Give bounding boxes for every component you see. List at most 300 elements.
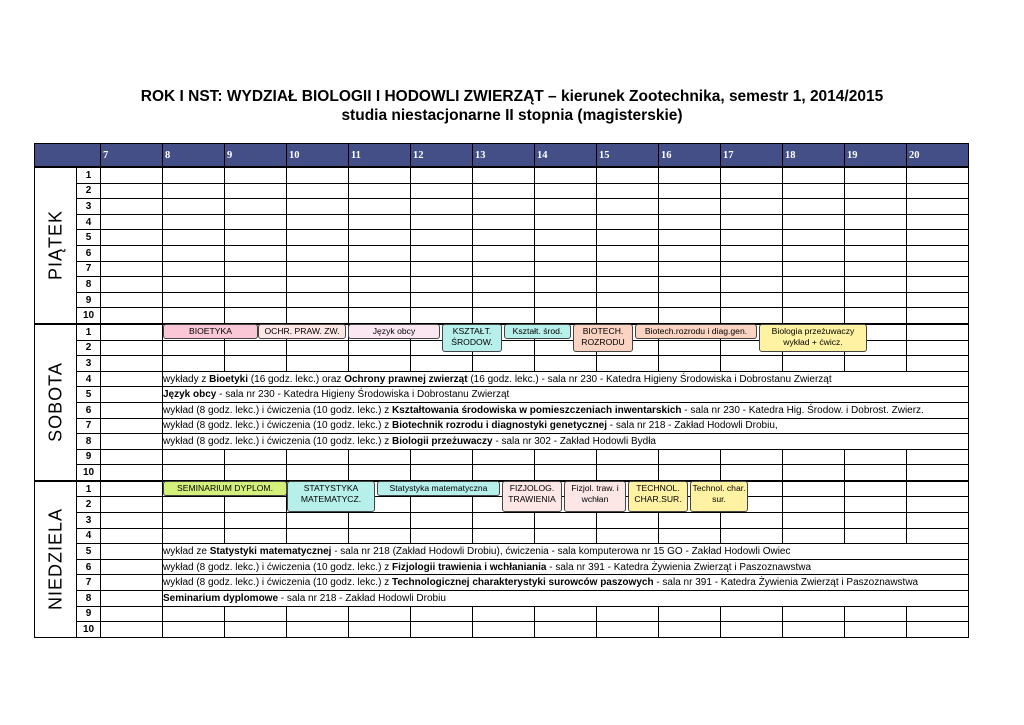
course-note [163,575,969,591]
grid-cell [101,245,163,261]
grid-cell [659,292,721,308]
hour-header-10: 10 [287,144,349,168]
grid-cell [845,292,907,308]
grid-cell [783,292,845,308]
hour-header-9: 9 [225,144,287,168]
grid-cell [163,340,225,356]
grid-cell [225,606,287,622]
grid-cell [907,497,969,513]
grid-cell [535,528,597,544]
grid-cell [783,183,845,199]
course-note [163,371,969,387]
grid-cell [907,622,969,638]
grid-cell [535,245,597,261]
slot-row [35,434,969,450]
grid-cell [473,183,535,199]
course-note [163,402,969,418]
slot-number: 1 [77,481,101,497]
grid-cell [411,183,473,199]
grid-cell [225,513,287,529]
note-text: - sala nr 218 - Zakład Hodowli Drobiu [278,592,446,604]
grid-cell [225,261,287,277]
grid-cell [783,167,845,183]
grid-cell [411,167,473,183]
grid-cell [411,277,473,293]
course-note [163,418,969,434]
grid-cell [287,230,349,246]
slot-number: 8 [77,277,101,293]
grid-cell [535,513,597,529]
grid-cell [783,245,845,261]
grid-cell [597,308,659,324]
grid-cell [597,214,659,230]
grid-cell [659,183,721,199]
grid-cell [535,230,597,246]
grid-cell [783,606,845,622]
course-name: Statystyki matematycznej [209,546,332,558]
course-name: Bioetyki [209,373,249,385]
grid-cell [225,340,287,356]
slot-row [35,167,969,183]
grid-cell [659,230,721,246]
grid-cell [783,230,845,246]
slot-number: 8 [77,434,101,450]
slot-number: 7 [77,261,101,277]
class-block-ochrona: OCHR. PRAW. ZW. [258,324,346,339]
grid-cell [101,434,163,450]
grid-cell [101,183,163,199]
grid-cell [101,340,163,356]
note-text: wykład ze [163,546,210,558]
grid-cell [597,183,659,199]
grid-cell [907,606,969,622]
course-name: Kształtowania środowiska w pomieszczeniach inwentarskich [391,404,682,416]
grid-cell [597,449,659,465]
grid-cell [721,292,783,308]
class-block-seminarium: SEMINARIUM DYPLOM. [163,481,287,496]
course-name: Technologicznej charakterystyki surowców paszowych [391,577,654,589]
slot-number: 9 [77,606,101,622]
grid-cell [783,214,845,230]
hour-header-11: 11 [349,144,411,168]
grid-cell [101,167,163,183]
grid-cell [535,214,597,230]
class-block-stat2: Statystyka matematyczna [377,481,500,496]
course-note [163,591,969,607]
grid-cell [845,497,907,513]
grid-cell [101,622,163,638]
grid-cell [287,465,349,481]
grid-cell [163,308,225,324]
grid-cell [101,481,163,497]
grid-cell [163,356,225,372]
grid-cell [783,513,845,529]
grid-cell [411,214,473,230]
grid-cell [721,356,783,372]
grid-cell [721,622,783,638]
grid-cell [411,199,473,215]
grid-cell [349,308,411,324]
grid-cell [845,245,907,261]
slot-row [35,199,969,215]
grid-cell [473,214,535,230]
grid-cell [535,606,597,622]
slot-row [35,183,969,199]
grid-cell [349,513,411,529]
grid-cell [535,622,597,638]
class-block-technol2: Technol. char. sur. [690,481,748,512]
grid-cell [473,356,535,372]
grid-cell [349,528,411,544]
grid-cell [163,606,225,622]
day-label-cell [35,481,77,637]
grid-cell [163,230,225,246]
grid-cell [473,513,535,529]
course-name: Biologii przeżuwaczy [391,435,493,447]
grid-cell [907,356,969,372]
grid-cell [225,356,287,372]
class-block-jezyk: Język obcy [348,324,440,339]
slot-row [35,245,969,261]
grid-cell [721,245,783,261]
grid-cell [287,261,349,277]
grid-cell [845,356,907,372]
grid-cell [349,465,411,481]
grid-cell [411,261,473,277]
grid-cell [845,230,907,246]
grid-cell [225,277,287,293]
grid-cell [101,199,163,215]
page-subtitle: studia niestacjonarne II stopnia (magisterskie) [341,107,683,124]
class-block-technol1: TECHNOL. CHAR.SUR. [628,481,688,512]
grid-cell [473,606,535,622]
grid-cell [349,356,411,372]
grid-cell [783,528,845,544]
slot-number: 9 [77,449,101,465]
slot-row [35,559,969,575]
grid-cell [225,292,287,308]
grid-cell [163,245,225,261]
grid-cell [907,214,969,230]
grid-cell [225,622,287,638]
grid-cell [845,183,907,199]
grid-cell [163,277,225,293]
grid-cell [907,199,969,215]
grid-cell [473,230,535,246]
grid-cell [287,513,349,529]
grid-cell [907,245,969,261]
grid-cell [349,340,411,356]
grid-cell [287,528,349,544]
grid-cell [845,622,907,638]
grid-cell [473,465,535,481]
grid-cell [907,513,969,529]
grid-cell [101,606,163,622]
slot-number: 1 [77,324,101,340]
note-text: wykład (8 godz. lekc.) i ćwiczenia (10 godz. lekc.) z [163,561,392,573]
grid-cell [535,199,597,215]
note-text: wykład (8 godz. lekc.) i ćwiczenia (10 godz. lekc.) z [163,577,392,589]
hour-header-19: 19 [845,144,907,168]
grid-cell [163,183,225,199]
grid-cell [907,340,969,356]
note-text: wykład (8 godz. lekc.) i ćwiczenia (10 godz. lekc.) z [163,435,392,447]
grid-cell [535,308,597,324]
slot-row [35,465,969,481]
class-block-biotech2: Biotech.rozrodu i diag.gen. [635,324,757,339]
grid-cell [411,230,473,246]
slot-row [35,371,969,387]
grid-cell [473,167,535,183]
grid-cell [659,513,721,529]
grid-cell [597,622,659,638]
class-block-biotech1: BIOTECH. ROZRODU [573,324,633,352]
grid-cell [783,449,845,465]
slot-row [35,356,969,372]
grid-cell [845,449,907,465]
grid-cell [473,449,535,465]
day-label-cell [35,167,77,324]
slot-number: 6 [77,559,101,575]
grid-cell [597,230,659,246]
grid-cell [411,513,473,529]
grid-cell [659,340,721,356]
slot-number: 10 [77,622,101,638]
grid-cell [101,465,163,481]
grid-cell [659,261,721,277]
note-text: (16 godz. lekc.) oraz [248,373,345,385]
grid-cell [287,622,349,638]
hour-header-7: 7 [101,144,163,168]
slot-number: 7 [77,575,101,591]
slot-number: 10 [77,308,101,324]
note-text: - sala nr 391 - Katedra Żywienia Zwierząt i Paszoznawstwa [653,577,919,589]
slot-number: 3 [77,199,101,215]
grid-cell [411,606,473,622]
grid-cell [907,261,969,277]
grid-cell [473,528,535,544]
grid-cell [349,183,411,199]
slot-number: 5 [77,230,101,246]
grid-cell [721,606,783,622]
grid-cell [721,230,783,246]
slot-number: 3 [77,513,101,529]
grid-cell [783,497,845,513]
grid-cell [101,449,163,465]
grid-cell [411,622,473,638]
grid-cell [225,528,287,544]
grid-cell [845,261,907,277]
grid-cell [225,308,287,324]
grid-cell [535,277,597,293]
grid-cell [659,606,721,622]
grid-cell [163,199,225,215]
grid-cell [783,308,845,324]
grid-cell [163,513,225,529]
slot-number: 6 [77,245,101,261]
grid-cell [349,292,411,308]
grid-cell [659,622,721,638]
grid-cell [287,356,349,372]
header-corner [35,144,101,168]
grid-cell [907,308,969,324]
slot-number: 5 [77,544,101,560]
grid-cell [101,387,163,403]
grid-cell [535,183,597,199]
course-note [163,434,969,450]
slot-row [35,591,969,607]
class-block-stat1: STATYSTYKA MATEMATYCZ. [287,481,375,512]
grid-cell [349,606,411,622]
note-text: wykład (8 godz. lekc.) i ćwiczenia (10 godz. lekc.) z [163,404,392,416]
grid-cell [597,528,659,544]
grid-cell [349,167,411,183]
grid-cell [163,261,225,277]
grid-cell [783,465,845,481]
grid-cell [907,465,969,481]
course-note [163,544,969,560]
grid-cell [597,606,659,622]
hour-header-20: 20 [907,144,969,168]
slot-number: 2 [77,183,101,199]
note-text: wykłady z [163,373,210,385]
slot-number: 6 [77,402,101,418]
grid-cell [101,575,163,591]
grid-cell [659,308,721,324]
slot-row [35,622,969,638]
class-block-ksztalt1: KSZTAŁT. ŚRODOW. [442,324,502,352]
grid-cell [845,308,907,324]
grid-cell [721,214,783,230]
grid-cell [535,167,597,183]
grid-cell [411,465,473,481]
grid-cell [597,292,659,308]
grid-cell [225,214,287,230]
grid-cell [287,277,349,293]
grid-cell [225,465,287,481]
grid-cell [163,497,225,513]
grid-cell [721,183,783,199]
hour-header-15: 15 [597,144,659,168]
grid-cell [721,449,783,465]
grid-cell [349,449,411,465]
slot-number: 1 [77,167,101,183]
slot-number: 5 [77,387,101,403]
grid-cell [597,167,659,183]
grid-cell [101,277,163,293]
grid-cell [473,199,535,215]
note-text: - sala nr 302 - Zakład Hodowli Bydła [492,435,656,447]
grid-cell [411,308,473,324]
grid-cell [101,230,163,246]
grid-cell [101,356,163,372]
grid-cell [721,261,783,277]
course-name: Seminarium dyplomowe [163,592,279,604]
grid-cell [411,292,473,308]
slot-row [35,261,969,277]
note-text: wykład (8 godz. lekc.) i ćwiczenia (10 godz. lekc.) z [163,420,392,432]
slot-number: 2 [77,340,101,356]
grid-cell [597,513,659,529]
grid-cell [907,167,969,183]
grid-cell [101,292,163,308]
grid-cell [783,199,845,215]
grid-cell [473,308,535,324]
grid-cell [659,214,721,230]
grid-cell [101,591,163,607]
grid-cell [597,261,659,277]
grid-cell [659,449,721,465]
grid-cell [907,481,969,497]
grid-cell [473,261,535,277]
grid-cell [163,292,225,308]
grid-cell [163,465,225,481]
grid-cell [287,214,349,230]
grid-cell [101,544,163,560]
grid-cell [535,261,597,277]
grid-cell [597,356,659,372]
course-note [163,387,969,403]
grid-cell [721,277,783,293]
course-name: Język obcy [163,389,217,401]
grid-cell [845,513,907,529]
grid-cell [597,277,659,293]
hour-header-18: 18 [783,144,845,168]
day-name: NIEDZIELA [45,508,65,611]
slot-number: 7 [77,418,101,434]
class-block-ksztalt2: Kształt. środ. [504,324,571,339]
grid-cell [535,292,597,308]
grid-cell [473,622,535,638]
slot-row [35,277,969,293]
course-name: Fizjologii trawienia i wchłaniania [391,561,547,573]
grid-cell [349,261,411,277]
grid-cell [287,308,349,324]
grid-cell [659,528,721,544]
course-name: Biotechnik rozrodu i diagnostyki genetycznej [391,420,608,432]
grid-cell [101,371,163,387]
class-block-bioetyka: BIOETYKA [163,324,258,339]
grid-cell [473,292,535,308]
grid-cell [225,199,287,215]
slot-row [35,387,969,403]
grid-cell [287,449,349,465]
grid-cell [101,308,163,324]
slot-row [35,214,969,230]
slot-number: 10 [77,465,101,481]
slot-number: 2 [77,497,101,513]
grid-cell [225,230,287,246]
grid-cell [597,245,659,261]
schedule-table [34,143,969,638]
grid-cell [101,402,163,418]
grid-cell [287,167,349,183]
grid-cell [659,356,721,372]
hour-header-8: 8 [163,144,225,168]
slot-row [35,606,969,622]
grid-cell [411,497,473,513]
hour-header-12: 12 [411,144,473,168]
note-text: - sala nr 230 - Katedra Higieny Środowiska i Dobrostanu Zwierząt [216,389,510,401]
grid-cell [225,497,287,513]
grid-cell [907,528,969,544]
grid-cell [845,214,907,230]
grid-cell [783,622,845,638]
grid-cell [101,528,163,544]
grid-cell [411,449,473,465]
page-title: ROK I NST: WYDZIAŁ BIOLOGII I HODOWLI ZWIERZĄT – kierunek Zootechnika, semestr 1, 2014/2015 [140,88,884,105]
note-text: (16 godz. lekc.) - sala nr 230 - Katedra Higieny Środowiska i Dobrostanu Zwierząt [467,373,832,385]
